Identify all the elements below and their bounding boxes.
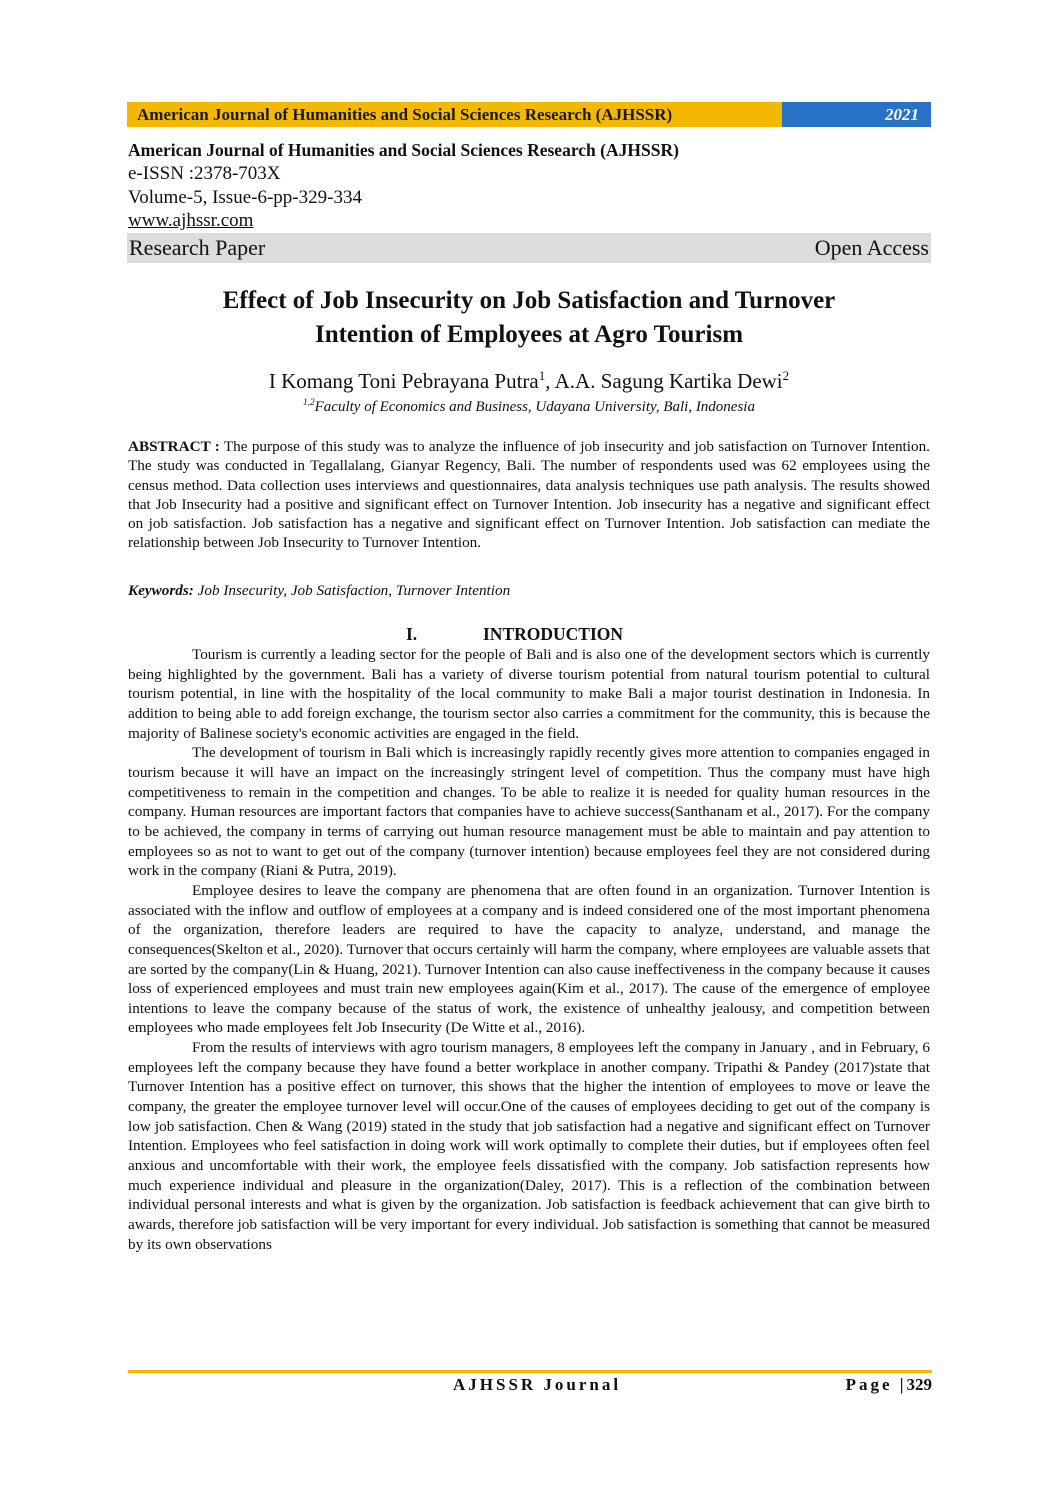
journal-name: American Journal of Humanities and Social Sciences Research (AJHSSR) xyxy=(128,140,679,160)
issn: e-ISSN :2378-703X xyxy=(128,163,281,184)
abstract-label: ABSTRACT : xyxy=(128,438,220,455)
keywords xyxy=(128,581,930,601)
running-header xyxy=(127,102,931,127)
footer-page xyxy=(846,1375,932,1395)
page-number: 329 xyxy=(906,1375,932,1394)
article-type-bar xyxy=(127,233,931,263)
author-list xyxy=(128,367,930,395)
volume-issue: Volume-5, Issue-6-pp-329-334 xyxy=(128,187,362,208)
paper-title-line: Effect of Job Insecurity on Job Satisfaction and Turnover xyxy=(222,287,836,314)
paper-title xyxy=(128,284,930,352)
paragraph: From the results of interviews with agro tourism managers, 8 employees left the company in January , and in February, 6 employees left the company because they have found a better workplace in another company. Tripathi & Pandey (2017)state that Turnover Intention has a positive effect on turnover, this shows that the higher the intention of employees to move or leave the company, the greater the employee turnover level will occur.One of the causes of employees deciding to get out of the company is low job satisfaction. Chen & Wang (2019) stated in the study that job satisfaction had a negative and significant effect on Turnover Intention. Employees who feel satisfaction in doing work will work optimally to complete their duties, but if employees often feel anxious and uncomfortable with their work, the employee feels dissatisfied with the company. Job satisfaction represents how much experience individual and pleasure in the organization(Daley, 2017). This is a reflection of the combination between individual personal interests and what is given by the organization. Job satisfaction is feedback achievement that can give birth to awards, therefore job satisfaction will be very important for every individual. Job satisfaction is something that cannot be measured by its own observations xyxy=(128,1039,930,1253)
keywords-text: Job Insecurity, Job Satisfaction, Turnover Intention xyxy=(197,582,511,599)
paragraph: Tourism is currently a leading sector for the people of Bali and is also one of the development sectors which is currently being highlighted by the government. Bali has a variety of diverse tourism potential from natural tourism potential to cultural tourism potential, in line with the hospitality of the local community to make Bali a major tourist destination in Indonesia. In addition to being able to add foreign exchange, the tourism sector also carries a commitment for the community, this is because the majority of Balinese society's economic activities are engaged in the field. xyxy=(128,646,930,742)
running-header-year: 2021 xyxy=(782,102,931,127)
paper-title-line: Intention of Employees at Agro Tourism xyxy=(314,321,744,348)
page-label: Page | xyxy=(845,1375,907,1394)
author-name: A.A. Sagung Kartika Dewi xyxy=(554,369,783,393)
author-separator: , xyxy=(545,369,555,393)
journal-url-link[interactable]: www.ajhssr.com xyxy=(128,210,254,231)
abstract xyxy=(128,437,930,553)
paragraph: Employee desires to leave the company are phenomena that are often found in an organization. Turnover Intention is associated with the inflow and outflow of employees at a company and is indeed considered one of the most important phenomena of the organization, therefore leaders are required to have the capacity to analyze, understand, and manage the consequences(Skelton et al., 2020). Turnover that occurs certainly will harm the company, where employees are valuable assets that are sorted by the company(Lin & Huang, 2021). Turnover Intention can also cause ineffectiveness in the company because it causes loss of experienced employees and must train new employees again(Kim et al., 2017). The cause of the emergence of employee intentions to leave the company because of the status of work, the existence of unhealthy jealousy, and competition between employees who made employees felt Job Insecurity (De Witte et al., 2016). xyxy=(128,881,930,1037)
footer-divider xyxy=(128,1370,932,1373)
affiliation xyxy=(128,396,930,418)
section-title: INTRODUCTION xyxy=(483,624,624,644)
running-header-journal: American Journal of Humanities and Social Sciences Research (AJHSSR) xyxy=(127,102,782,127)
author-name: I Komang Toni Pebrayana Putra xyxy=(268,369,539,393)
keywords-label: Keywords: xyxy=(128,582,194,599)
author-affil-mark: 2 xyxy=(782,368,790,383)
author-affil-mark: 1 xyxy=(538,368,546,383)
affiliation-mark: 1,2 xyxy=(303,398,315,408)
abstract-text: The purpose of this study was to analyze the influence of job insecurity and job satisfaction on Turnover Intention. The study was conducted in Tegallalang, Gianyar Regency, Bali. The number of respondents used was 62 employees using the census method. Data collection uses interviews and questionnaires, data analysis techniques use path analysis. The results showed that Job Insecurity had a positive and significant effect on Turnover Intention. Job insecurity has a negative and significant effect on job satisfaction. Job satisfaction has a negative and significant effect on Turnover Intention. Job satisfaction can mediate the relationship between Job Insecurity to Turnover Intention. xyxy=(128,438,930,552)
paragraph: The development of tourism in Bali which is increasingly rapidly recently gives more attention to companies engaged in tourism because it will have an impact on the increasingly stringent level of competition. Thus the company must have high competitiveness to remain in the competition and changes. To be able to realize it is needed for quality human resources in the company. Human resources are important factors that companies have to achieve success(Santhanam et al., 2017). For the company to be achieved, the company in terms of carrying out human resource management must be able to maintain and pay attention to employees so as not to want to get out of the company (turnover intention) because employees feel they are not considered during work in the company (Riani & Putra, 2019). xyxy=(128,744,930,880)
section-number: I. xyxy=(406,624,418,644)
footer-journal: AJHSSR Journal xyxy=(453,1375,622,1394)
page-footer xyxy=(128,1375,932,1399)
article-type-label: Research Paper xyxy=(129,235,266,260)
open-access-label: Open Access xyxy=(814,235,929,260)
journal-meta xyxy=(128,138,930,232)
body-text xyxy=(128,645,930,1254)
affiliation-text: Faculty of Economics and Business, Udayana University, Bali, Indonesia xyxy=(314,399,755,415)
